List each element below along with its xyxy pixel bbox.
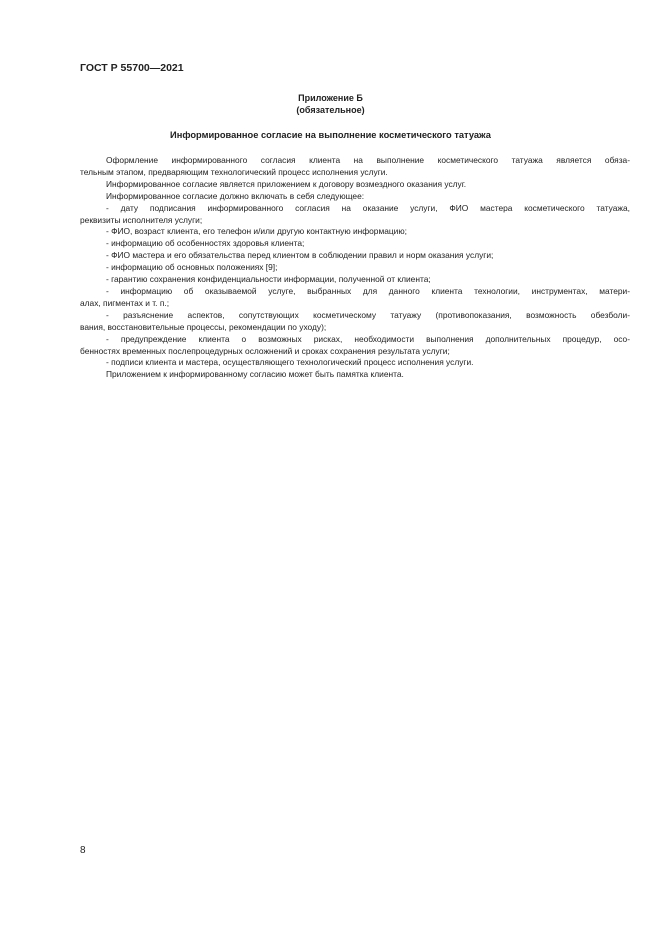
paragraph — [80, 250, 630, 262]
page-number: 8 — [80, 845, 86, 856]
paragraph — [80, 238, 630, 250]
text-line: - разъяснение аспектов, сопутствующих косметическому татуажу (противопоказания, возможность обезболи- — [106, 309, 630, 320]
body-text — [80, 155, 630, 381]
text-line: - предупреждение клиента о возможных рисках, необходимости выполнения дополнительных процедур, осо- — [106, 333, 630, 344]
text-line: - информацию об основных положениях [9]; — [106, 262, 278, 273]
text-line: - подписи клиента и мастера, осуществляющего технологический процесс исполнения услуги. — [106, 357, 474, 368]
paragraph — [80, 226, 630, 238]
appendix-heading — [0, 92, 661, 116]
paragraph — [80, 191, 630, 203]
text-line: Информированное согласие должно включать в себя следующее: — [106, 190, 365, 201]
text-line: Информированное согласие является приложением к договору возмездного оказания услуг. — [106, 178, 467, 189]
paragraph — [80, 369, 630, 381]
paragraph — [80, 310, 630, 334]
text-line: алах, пигментах и т. п.; — [80, 297, 170, 308]
text-line: - информацию об оказываемой услуге, выбранных для данного клиента технологии, инструментах, матери- — [106, 285, 630, 296]
text-line: - гарантию сохранения конфиденциальности информации, полученной от клиента; — [106, 274, 431, 285]
appendix-label: Приложение Б — [298, 93, 363, 103]
text-line: Оформление информированного согласия клиента на выполнение косметического татуажа является обяза- — [106, 155, 630, 165]
text-line: - дату подписания информированного согласия на оказание услуги, ФИО мастера косметического татуажа, — [106, 202, 630, 213]
text-line: Приложением к информированному согласию может быть памятка клиента. — [106, 369, 404, 380]
section-title: Информированное согласие на выполнение косметического татуажа — [170, 130, 491, 140]
paragraph — [80, 262, 630, 274]
appendix-status: (обязательное) — [296, 105, 365, 115]
text-line: бенностях временных послепроцедурных осложнений и сроках сохранения результата услуги; — [80, 345, 450, 356]
paragraph — [80, 179, 630, 191]
paragraph — [80, 203, 630, 227]
text-line: вания, восстановительные процессы, рекомендации по уходу); — [80, 321, 327, 332]
text-line: - ФИО, возраст клиента, его телефон и/или другую контактную информацию; — [106, 226, 407, 237]
text-line: реквизиты исполнителя услуги; — [80, 214, 203, 225]
paragraph — [80, 286, 630, 310]
text-line: тельным этапом, предваряющим технологический процесс исполнения услуги. — [80, 166, 388, 177]
paragraph — [80, 357, 630, 369]
document-header: ГОСТ Р 55700—2021 — [80, 62, 184, 74]
paragraph — [80, 155, 630, 179]
paragraph — [80, 274, 630, 286]
text-line: - информацию об особенностях здоровья клиента; — [106, 238, 305, 249]
text-line: - ФИО мастера и его обязательства перед клиентом в соблюдении правил и норм оказания услуги; — [106, 250, 494, 261]
paragraph — [80, 334, 630, 358]
